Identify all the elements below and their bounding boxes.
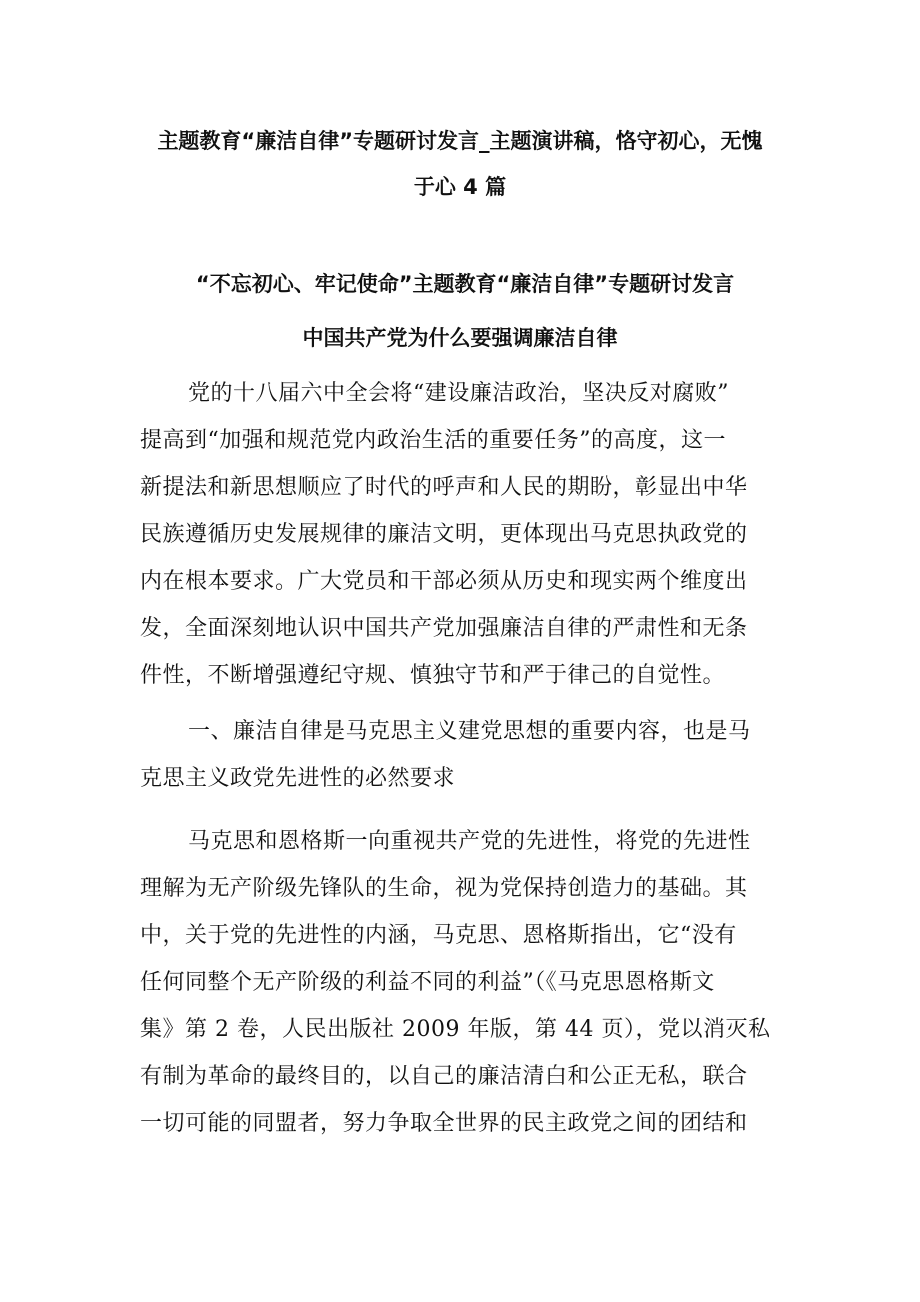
document-title	[0, 118, 920, 210]
paragraph-line: 发，全面深刻地认识中国共产党加强廉洁自律的严肃性和无条	[140, 616, 748, 641]
document-title-line-2: 于心 4 篇	[413, 175, 507, 199]
paragraph-line: 有制为革命的最终目的，以自己的廉洁清白和公正无私，联合	[140, 1064, 748, 1089]
paragraph-line: 提高到“加强和规范党内政治生活的重要任务”的高度，这一	[140, 428, 726, 453]
paragraph-line: 理解为无产阶级先锋队的生命，视为党保持创造力的基础。其	[140, 876, 748, 901]
paragraph-line: 马克思和恩格斯一向重视共产党的先进性，将党的先进性	[188, 829, 751, 854]
section-heading-line: 一、廉洁自律是马克思主义建党思想的重要内容，也是马	[188, 719, 751, 744]
paragraph-line: 新提法和新思想顺应了时代的呼声和人民的期盼，彰显出中华	[140, 475, 748, 500]
paragraph-line: 任何同整个无产阶级的利益不同的利益”（《马克思恩格斯文	[140, 970, 715, 995]
paragraph-line: 民族遵循历史发展规律的廉洁文明，更体现出马克思执政党的	[140, 522, 748, 547]
subtitle-heading: “不忘初心、牢记使命”主题教育“廉洁自律”专题研讨发言	[195, 272, 735, 296]
paragraph-line: 党的十八届六中全会将“建设廉洁政治，坚决反对腐败”	[188, 381, 729, 406]
paragraph-line: 件性，不断增强遵纪守规、慎独守节和严于律己的自觉性。	[140, 663, 726, 688]
paragraph-intro	[140, 370, 785, 699]
section-1-heading	[140, 708, 785, 802]
paragraph-line: 中，关于党的先进性的内涵，马克思、恩格斯指出，它“没有	[140, 923, 737, 948]
document-title-line-1: 主题教育“廉洁自律”专题研讨发言_主题演讲稿，恪守初心，无愧	[157, 129, 763, 153]
paragraph-line: 集》第 2 卷，人民出版社 2009 年版，第 44 页），党以消灭私	[140, 1017, 771, 1042]
paragraph-line: 内在根本要求。广大党员和干部必须从历史和现实两个维度出	[140, 569, 748, 594]
paragraph-line: 一切可能的同盟者，努力争取全世界的民主政党之间的团结和	[140, 1111, 748, 1136]
paragraph-marx-engels	[140, 818, 785, 1147]
section-heading-line: 克思主义政党先进性的必然要求	[140, 766, 456, 791]
article-title: 中国共产党为什么要强调廉洁自律	[302, 326, 618, 350]
